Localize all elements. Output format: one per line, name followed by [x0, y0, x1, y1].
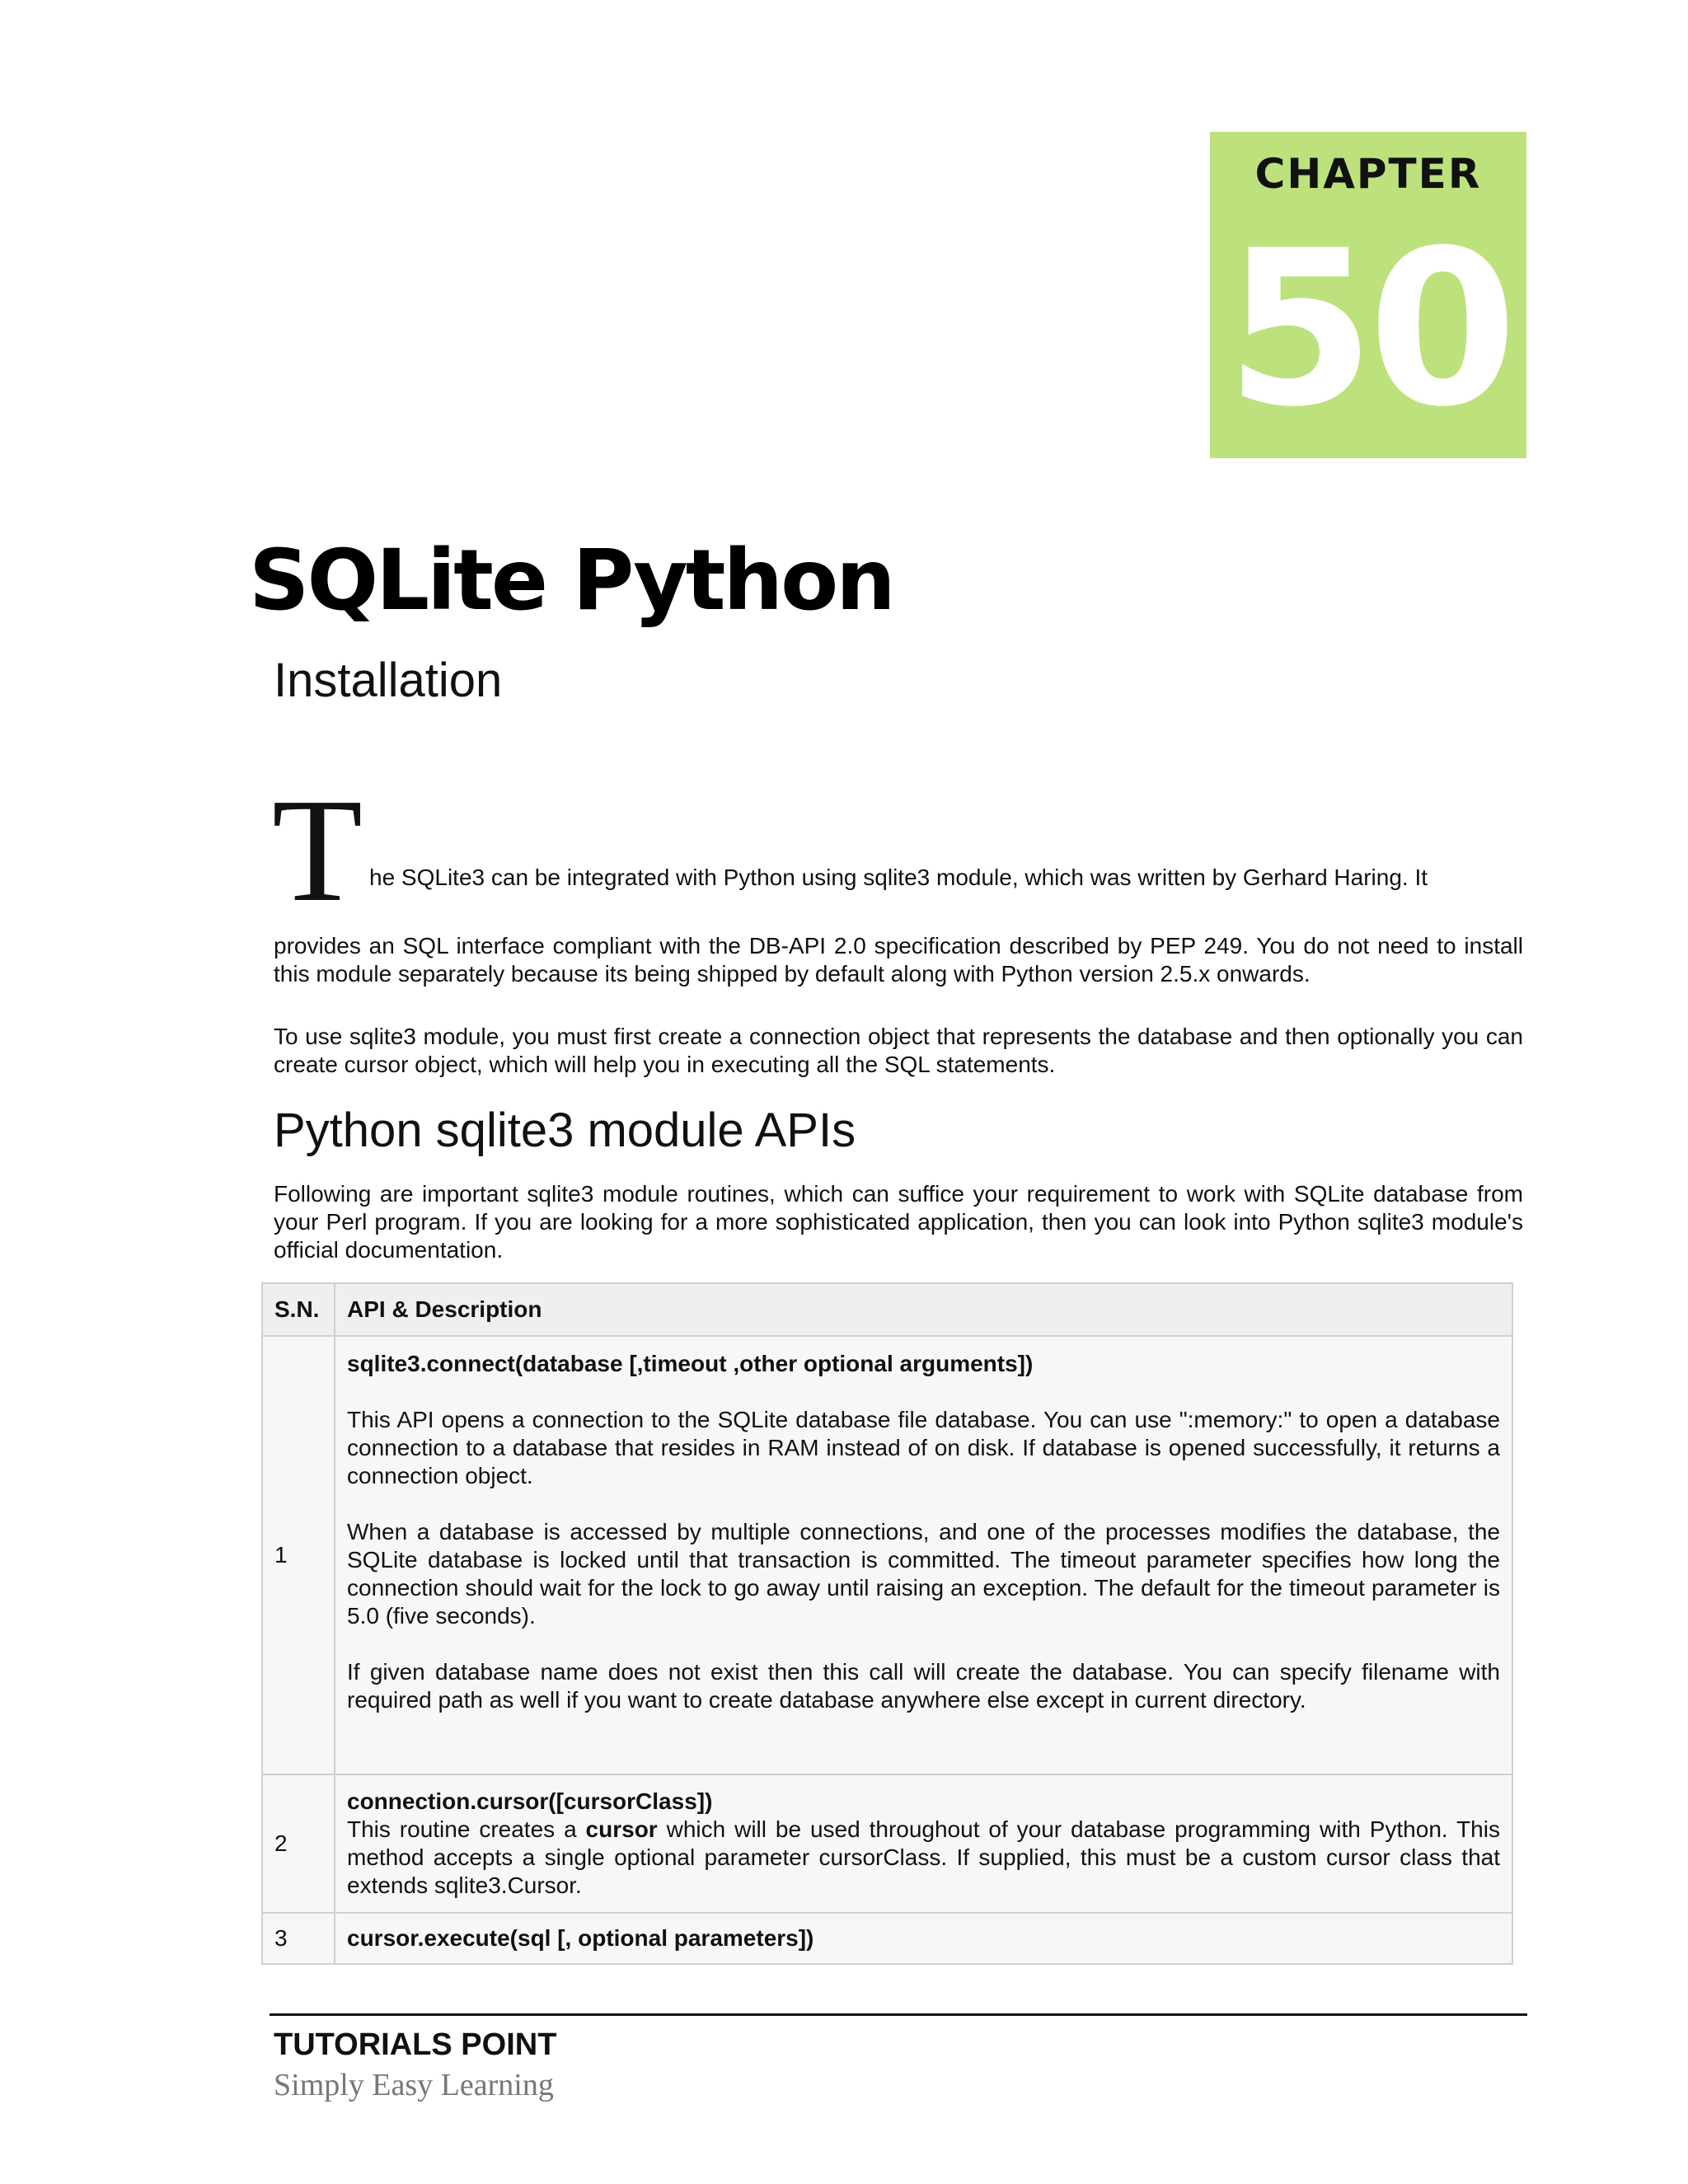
chapter-number: 50	[1226, 205, 1511, 454]
description-paragraph: When a database is accessed by multiple connections, and one of the processes modifies the database, the SQLite database is locked until that transaction is committed. The timeout parameter specifies how long the connection should wait for the lock to go away until raising an exception. The default for the timeout parameter is 5.0 (five seconds).	[347, 1519, 1500, 1629]
description-paragraph	[347, 1816, 1500, 1900]
installation-paragraph-2: To use sqlite3 module, you must first create a connection object that represents the database and then optionally you can create cursor object, which will help you in executing all the SQL statements.	[274, 1024, 1523, 1077]
api-signature: cursor.execute(sql [, optional parameters])	[347, 1925, 814, 1951]
description-paragraph: This API opens a connection to the SQLite database file database. You can use ":memory:" to open a database connection to a database that resides in RAM instead of on disk. If database is opened successfully, it returns a connection object.	[347, 1407, 1500, 1488]
apis-intro-paragraph: Following are important sqlite3 module routines, which can suffice your requirement to work with SQLite database from your Perl program. If you are looking for a more sophisticated application, then you can look into Python sqlite3 module's official documentation.	[274, 1181, 1523, 1263]
table-row	[262, 1774, 1512, 1913]
description-text: which will be used throughout of your database programming with Python. This method accepts a single optional parameter cursorClass. If supplied, this must be a custom cursor class that extends sqlite3.Cursor.	[347, 1816, 1500, 1898]
table-row	[262, 1336, 1512, 1774]
row-description	[335, 1774, 1512, 1913]
table-row	[262, 1913, 1512, 1964]
api-signature: connection.cursor([cursorClass])	[347, 1788, 713, 1814]
row-description	[335, 1913, 1512, 1964]
description-paragraph: If given database name does not exist then this call will create the database. You can specify filename with required path as well if you want to create database anywhere else except in current directory.	[347, 1659, 1500, 1713]
page-title: SQLite Python	[249, 532, 893, 630]
header-sn: S.N.	[262, 1283, 335, 1336]
row-number: 3	[262, 1913, 335, 1964]
row-number: 2	[262, 1774, 335, 1913]
header-api: API & Description	[335, 1283, 1512, 1336]
chapter-label: CHAPTER	[1254, 150, 1482, 198]
api-table	[261, 1282, 1513, 1965]
drop-cap: T	[272, 768, 363, 932]
chapter-badge	[1210, 132, 1526, 458]
api-signature: sqlite3.connect(database [,timeout ,other optional arguments])	[347, 1351, 1034, 1376]
table-header-row	[262, 1283, 1512, 1336]
installation-paragraph-1: provides an SQL interface compliant with the DB-API 2.0 specification described by PEP 249. You do not need to install this module separately because its being shipped by default along with Python version 2.5.x onwards.	[274, 933, 1523, 987]
description-bold-term: cursor	[585, 1816, 658, 1842]
row-number: 1	[262, 1336, 335, 1774]
row-description	[335, 1336, 1512, 1774]
apis-heading: Python sqlite3 module APIs	[274, 1104, 856, 1157]
installation-heading: Installation	[274, 654, 503, 707]
footer-title: TUTORIALS POINT	[274, 2027, 557, 2062]
intro-first-line: he SQLite3 can be integrated with Python using sqlite3 module, which was written by Gerhard Haring. It	[369, 865, 1428, 890]
footer-subtitle: Simply Easy Learning	[274, 2068, 554, 2102]
description-text: This routine creates a	[347, 1816, 586, 1842]
footer-divider	[270, 2013, 1527, 2016]
